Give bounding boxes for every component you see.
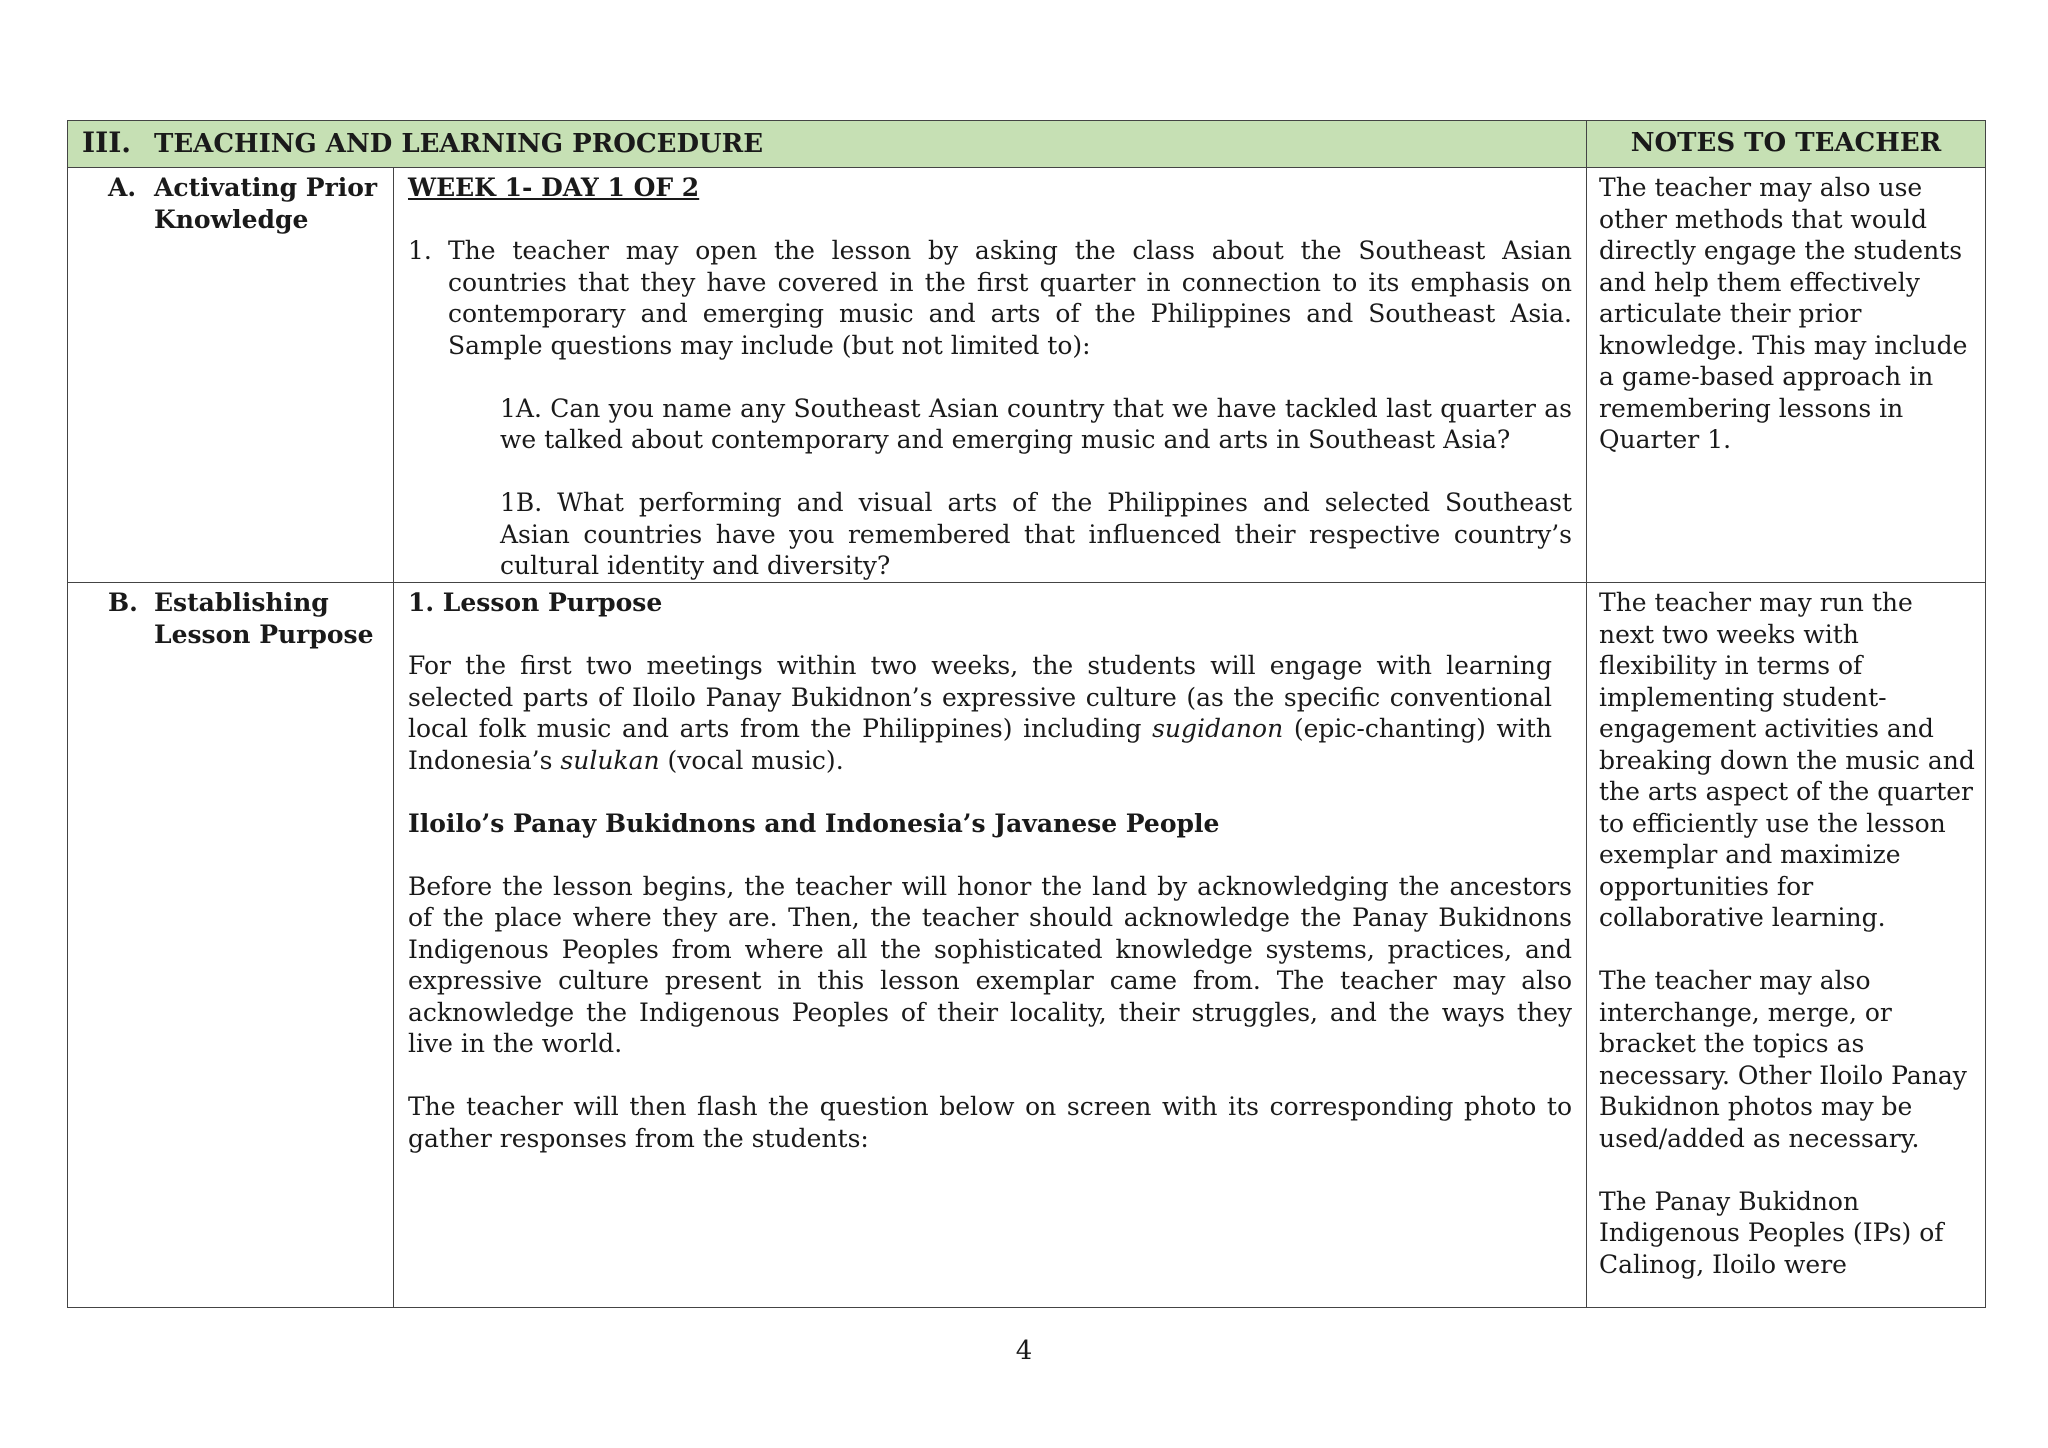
section-title: TEACHING AND LEARNING PROCEDURE bbox=[154, 129, 764, 160]
list-item bbox=[408, 235, 1572, 361]
paragraph: Before the lesson begins, the teacher will honor the land by acknowledging the ancestors of the place where they are. Then, the teacher should acknowledge the Panay Bukidnons Indigenous Peoples from where all the sophisticated knowledge systems, practices, and expressive culture present in this lesson exemplar came from. The teacher may also acknowledge the Indigenous Peoples of their locality, their struggles, and the ways they live in the world. bbox=[408, 871, 1573, 1058]
term-sulukan: sulukan bbox=[560, 745, 660, 775]
row-label: Activating Prior Knowledge bbox=[154, 173, 378, 234]
notes-cell bbox=[1587, 168, 1986, 583]
notes-text: The Panay Bukidnon Indigenous Peoples (IPs) of Calinog, Iloilo were bbox=[1599, 1186, 1944, 1279]
term-sugidanon: sugidanon bbox=[1152, 714, 1284, 743]
page-number: 4 bbox=[1015, 1336, 1033, 1366]
procedure-cell bbox=[394, 583, 1587, 1308]
procedure-cell bbox=[394, 168, 1587, 583]
row-letter: B. bbox=[108, 588, 138, 617]
item-text: The teacher may open the lesson by asking the class about the Southeast Asian countries that they have covered in the first quarter in connection to its emphasis on contemporary and emerging music and arts of the Philippines and Southeast Asia. Sample questions may include (but not limited to): bbox=[448, 236, 1573, 360]
row-label: Establishing Lesson Purpose bbox=[154, 588, 374, 649]
paragraph: The teacher will then flash the question below on screen with its corresponding photo to gather responses from the students: bbox=[408, 1092, 1573, 1153]
row-label-cell bbox=[68, 583, 394, 1308]
section-header bbox=[68, 121, 1587, 168]
notes-text: The teacher may also interchange, merge, or bracket the topics as necessary. Other Iloilo Panay Bukidnon photos may be used/added as necessary. bbox=[1599, 966, 1967, 1153]
notes-text: The teacher may run the next two weeks with flexibility in terms of implementing student-engagement activities and breaking down the music and the arts aspect of the quarter to efficiently use the lesson exemplar and maximize opportunities for collaborative learning. bbox=[1599, 588, 1975, 932]
row-label-cell bbox=[68, 168, 394, 583]
sample-question-1b: 1B. What performing and visual arts of the Philippines and selected Southeast Asian countries have you remembered that influenced their respective country’s cultural identity and diversity? bbox=[500, 488, 1573, 580]
section-roman: III. bbox=[82, 126, 132, 160]
item-number: 1. bbox=[408, 236, 432, 265]
table-row bbox=[68, 583, 1986, 1308]
paragraph: For the first two meetings within two weeks, the students will engage with learning selected parts of Iloilo Panay Bukidnon’s expressive culture (as the specific conventional local folk music and arts from the Philippines) including sugidanon (epic-chanting) with Indonesia’s sulukan (vocal music). bbox=[408, 651, 1553, 775]
sample-question-1a: 1A. Can you name any Southeast Asian country that we have tackled last quarter as we talked about contemporary and emerging music and arts in Southeast Asia? bbox=[500, 393, 1573, 454]
table-header-row bbox=[68, 121, 1986, 168]
subheading: Iloilo’s Panay Bukidnons and Indonesia’s Javanese People bbox=[408, 808, 1220, 838]
table-row bbox=[68, 168, 1986, 583]
notes-header: NOTES TO TEACHER bbox=[1587, 121, 1986, 168]
notes-text: The teacher may also use other methods that would directly engage the students and help them effectively articulate their prior knowledge. This may include a game-based approach in remembering lessons in Quarter 1. bbox=[1599, 173, 1968, 454]
lesson-purpose-heading: 1. Lesson Purpose bbox=[408, 588, 663, 617]
week-heading: WEEK 1- DAY 1 OF 2 bbox=[408, 173, 700, 202]
notes-cell bbox=[1587, 583, 1986, 1308]
procedure-table bbox=[67, 120, 1986, 1308]
row-letter: A. bbox=[108, 173, 137, 202]
